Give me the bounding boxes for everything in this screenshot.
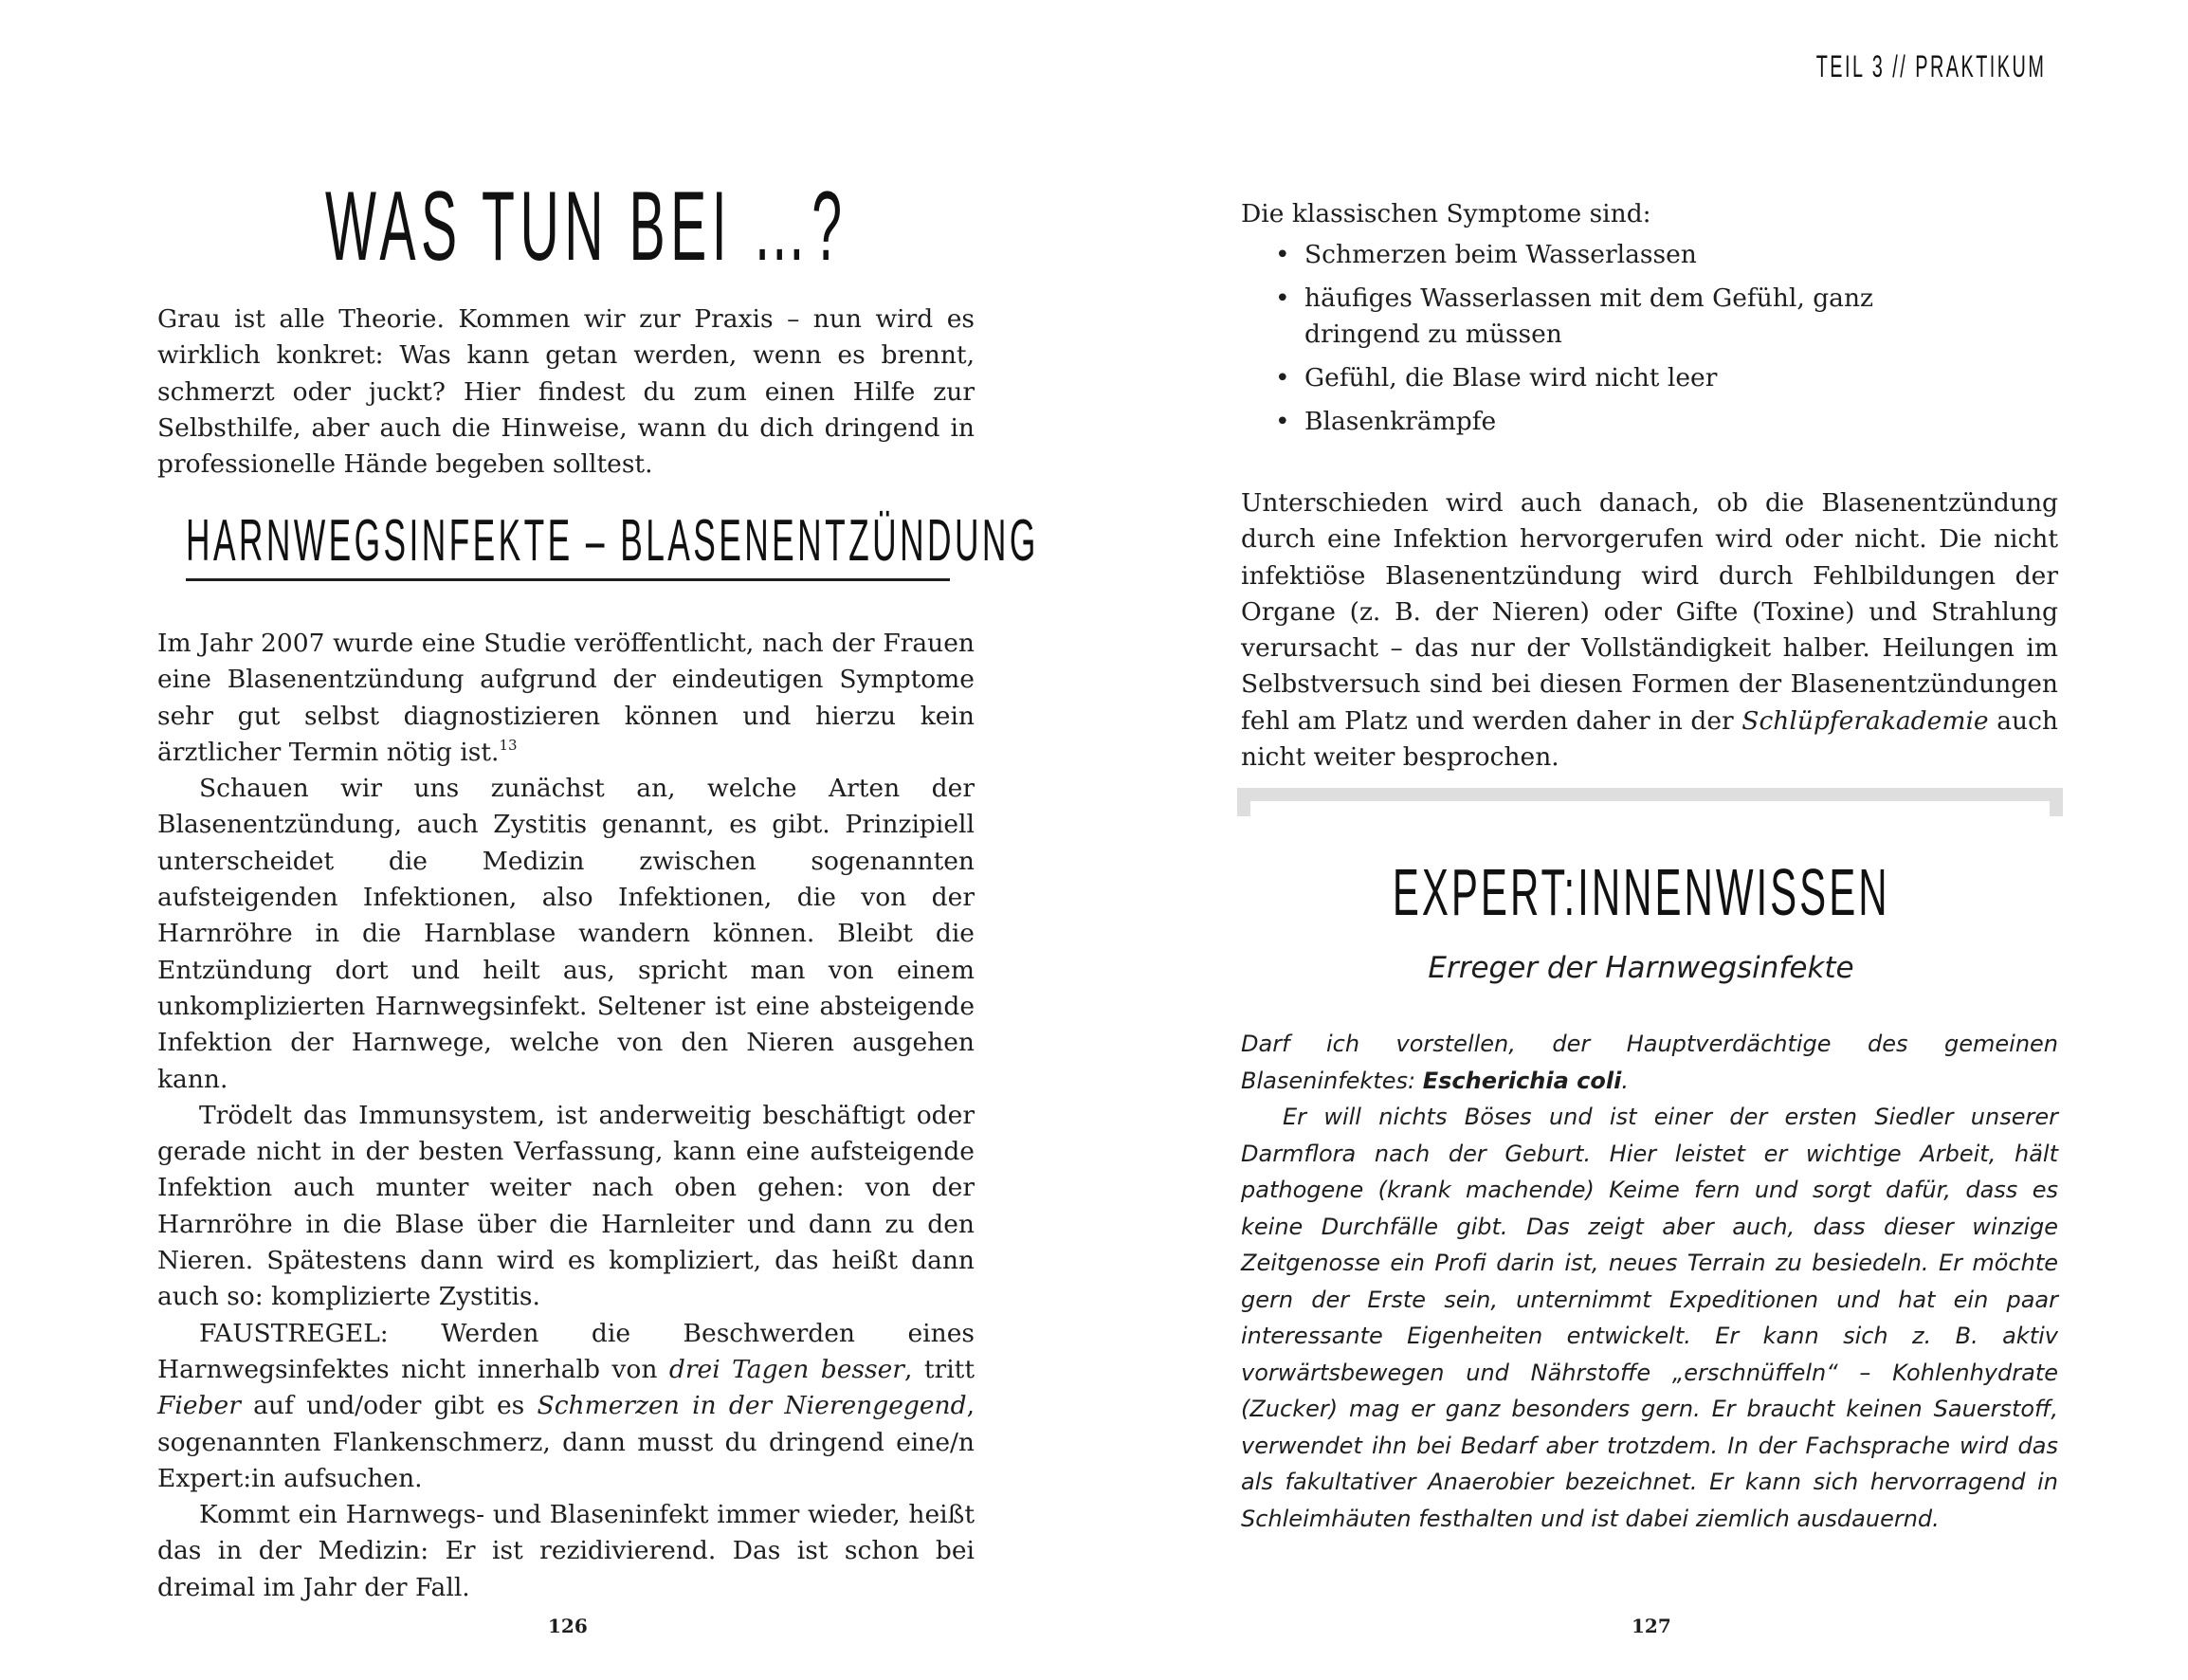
infection-text-a: Unterschieden wird auch danach, ob die Blasenentzündung durch eine Infektion hervorgerufen wird oder nicht. Die nicht infektiöse Blasenentzündung wird durch Fehlbildungen der Organe (z. B. der Nieren) oder Gifte (Toxine) und Strahlung verursacht – das nur der Vollständigkeit halber. Heilungen im Selbstversuch sind bei diesen Formen der Blasenentzündungen fehl am Platz und werden daher in der [1241, 488, 2058, 736]
expert-paragraph-1 [1241, 1026, 2058, 1099]
expert-box-subtitle: Erreger der Harnwegsinfekte [1428, 951, 1854, 985]
infection-paragraph [1241, 485, 2058, 776]
page-number-right: 127 [1632, 1615, 1671, 1637]
faustregel-text-a: FAUSTREGEL: Werden die Beschwerden eines Harnwegsinfektes nicht innerhalb von [157, 1318, 975, 1384]
list-item: • Schmerzen beim Wasserlassen [1241, 237, 1942, 273]
paragraph-1-text: Im Jahr 2007 wurde eine Studie veröffentlicht, nach der Frauen eine Blasenentzündung aufgrund der eindeutigen Symptome sehr gut selbst diagnostizieren können und hierzu kein ärztlicher Termin nötig ist. [157, 629, 975, 767]
box-frame-right [2050, 788, 2063, 816]
faustregel-text-e: auf und/oder gibt es [240, 1391, 538, 1421]
symptoms-intro: Die klassischen Symptome sind: [1241, 199, 1651, 228]
page-number-left: 126 [548, 1615, 588, 1637]
list-item: • Gefühl, die Blase wird nicht leer [1241, 360, 1942, 396]
paragraph-faustregel [157, 1316, 975, 1497]
symptom-list [1241, 237, 1942, 447]
expert-box-title [1094, 854, 2188, 930]
faustregel-text-c: , tritt [903, 1354, 975, 1384]
faustregel-emphasis-fever: Fieber [157, 1391, 241, 1421]
paragraph-3: Trödelt das Immunsystem, ist anderweitig beschäftigt oder gerade nicht in der besten Verfassung, kann eine aufsteigende Infektion auch munter weiter nach oben gehen: von der Harnröhre in die Blase über die Harnleiter und dann zu den Nieren. Spätestens dann wird es kompliziert, das heißt dann auch so: komplizierte Zystitis. [157, 1100, 975, 1312]
paragraph-2: Schauen wir uns zunächst an, welche Arten der Blasenentzündung, auch Zystitis genannt, es gibt. Prinzipiell unterscheidet die Medizin zwischen sogenannten aufsteigenden Infektionen, also Infektionen, die von der Harnröhre in die Harnblase wandern können. Bleibt die Entzündung dort und heilt aus, spricht man von einem unkomplizierten Harnwegsinfekt. Seltener ist eine absteigende Infektion der Harnwege, welche von den Nieren ausgehen kann. [157, 774, 975, 1094]
section-underline [186, 578, 950, 581]
expert-box-frame [1237, 788, 2063, 816]
expert-paragraph-2: Er will nichts Böses und ist einer der ersten Siedler unserer Darmflora nach der Geburt. Hier leistet er wichtige Arbeit, hält pathogene (krank machende) Keime fern und sorgt dafür, dass es keine Durchfälle gibt. Das zeigt aber auch, dass dieser winzige Zeitgenosse ein Profi darin ist, neues Terrain zu besiedeln. Er möchte gern der Erste sein, unternimmt Expeditionen und hat ein paar interessante Eigenheiten entwickelt. Er kann sich z. B. aktiv vorwärtsbewegen und Nährstoffe „erschnüffeln“ – Kohlenhydrate (Zucker) mag er ganz besonders gern. Er braucht keinen Sauerstoff, verwendet ihn bei Bedarf aber trotzdem. In der Fachsprache wird das als fakultativer Anaerobier bezeichnet. Er kann sich hervorragend in Schleimhäuten festhalten und ist dabei ziemlich ausdauernd. [1241, 1104, 2058, 1532]
expert-text-c: . [1621, 1067, 1629, 1094]
expert-box-text [1241, 1026, 2058, 1537]
faustregel-emphasis-kidney: Schmerzen in der Nierengegend [537, 1391, 967, 1421]
intro-text: Grau ist alle Theorie. Kommen wir zur Praxis – nun wird es wirklich konkret: Was kann getan werden, wenn es brennt, schmerzt oder juckt? Hier findest du zum einen Hilfe zur Selbsthilfe, aber auch die Hinweise, wann du dich dringend in professionelle Hände begeben solltest. [157, 304, 975, 480]
expert-text-a: Darf ich vorstellen, der Hauptverdächtige des gemeinen Blaseninfektes: [1241, 1031, 2058, 1094]
infection-text [1241, 485, 2058, 776]
book-title-emphasis: Schlüpferakademie [1741, 705, 1989, 736]
infection-text-c: auch nicht weiter besprochen. [1241, 705, 2058, 773]
list-item: • häufiges Wasserlassen mit dem Gefühl, ganz dringend zu müssen [1241, 281, 1942, 353]
faustregel-text-g: , sogenannten Flankenschmerz, dann musst du dringend eine/n Expert:in aufsuchen. [157, 1391, 975, 1493]
list-item: • Blasenkrämpfe [1241, 404, 1942, 440]
paragraph-5: Kommt ein Harnwegs- und Blaseninfekt immer wieder, heißt das in der Medizin: Er ist rezidivierend. Das ist schon bei dreimal im Jahr der Fall. [157, 1500, 975, 1602]
bacterium-name: Escherichia coli [1422, 1067, 1622, 1094]
box-frame-left [1237, 788, 1250, 816]
paragraph-1 [157, 626, 975, 771]
right-page [1094, 0, 2188, 1680]
expert-box-title-text: EXPERT:INNENWISSEN [1392, 855, 1890, 929]
box-frame-top [1237, 788, 2063, 801]
faustregel-emphasis-days: drei Tagen besser [668, 1354, 904, 1384]
chapter-title: WAS TUN BEI …? [325, 172, 848, 282]
section-title: HARNWEGSINFEKTE – BLASENENTZÜNDUNG [186, 508, 1039, 574]
footnote-ref: 13 [499, 736, 518, 754]
body-text [157, 626, 975, 1606]
running-head: TEIL 3 // PRAKTIKUM [1815, 49, 2046, 83]
intro-paragraph [157, 301, 975, 483]
